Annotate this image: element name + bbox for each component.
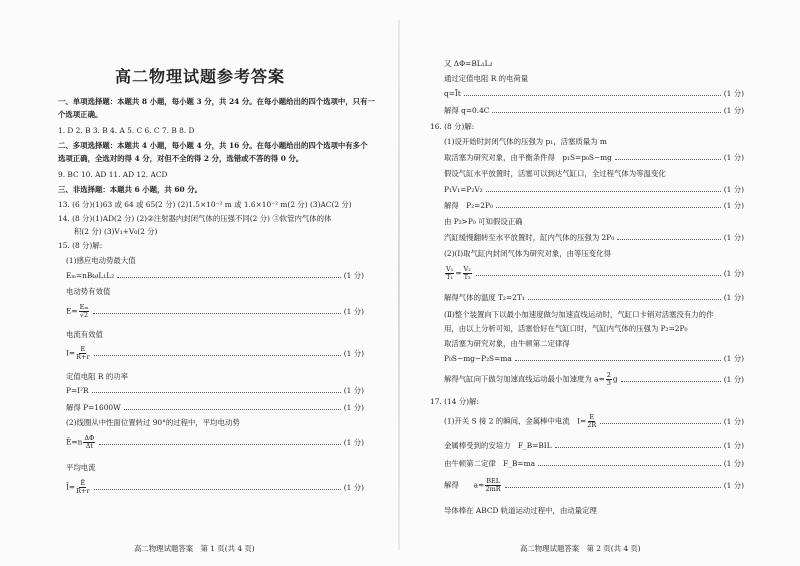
step-average-emf: (2)线圈从中性面位置转过 90°的过程中，平均电动势 <box>66 418 240 427</box>
formula-row <box>444 474 744 496</box>
points: (1 分) <box>343 386 364 395</box>
result-power: 解得 P=1600W <box>66 403 121 412</box>
formula-newton-2: 由牛顿第二定律 F_B=ma <box>444 459 535 468</box>
step-average-current: 平均电流 <box>66 463 96 472</box>
formula-charge: q=Īt <box>444 89 461 98</box>
page-footer: 高二物理试题答案 第 1 页(共 4 页) <box>134 544 255 553</box>
points: (1 分) <box>723 153 744 162</box>
line-horizontal-pressure: 汽缸缓慢翻转至水平放置时，缸内气体的压强为 2P₀ <box>444 233 615 242</box>
points: (1 分) <box>723 89 744 98</box>
line-part-2-cont: 用，由以上分析可知，活塞恰好在气缸口时，气缸内气体的压强为 P₂=2P₀ <box>444 324 688 333</box>
formula-row <box>444 233 744 242</box>
section-2-heading-cont: 选项正确，全选对的得 4 分，对但不全的得 2 分，选错或不答的得 0 分。 <box>58 154 304 163</box>
formula-emax: Eₘ=nBωL₁L₂ <box>66 271 115 280</box>
page-footer: 高二物理试题答案 第 2 页(共 4 页) <box>520 544 641 553</box>
points: (1 分) <box>723 416 744 426</box>
line-q16-setup: (1)设开始时封闭气体的压强为 p₁，活塞质量为 m <box>444 137 607 146</box>
points: (1 分) <box>343 482 364 492</box>
line-isobaric: (2)(Ⅰ)取气缸内封闭气体为研究对象，由等压变化得 <box>444 249 611 258</box>
points: (1 分) <box>723 106 744 115</box>
formula-row <box>444 185 744 194</box>
q15-heading: 15. (8 分)解: <box>58 241 103 250</box>
formula-equilibrium: 取活塞为研究对象，由平衡条件得 p₁S=p₀S−mg <box>444 153 612 162</box>
formula-row <box>66 271 364 280</box>
formula-row <box>66 342 364 364</box>
points: (1 分) <box>723 293 744 302</box>
formula-row <box>66 431 364 453</box>
formula-current: I= $\frac{E}{R+r}$ <box>66 344 90 361</box>
line-assumption: 假设气缸水平放置时，活塞可以到达气缸口，全过程气体为等温变化 <box>444 169 666 178</box>
formula-row <box>444 354 744 363</box>
formula-row <box>66 300 364 322</box>
formula-row <box>444 201 744 210</box>
formula-ampere-force: 金属棒受到的安培力 F_B=BIL <box>444 441 552 450</box>
q13-answer: 13. (6 分)(1)63 或 64 或 65(2 分) (2)1.5×10⁻² m 或 1.6×10⁻² m(2 分) (3)AC(2 分) <box>58 200 352 209</box>
page-title: 高二物理试题参考答案 <box>114 67 285 86</box>
formula-isobaric: $\frac{\text{V₁}}{\text{T₁}}$ = $\frac{\text{V₂}}{\text{T₂}}$ <box>446 264 471 281</box>
section-1-heading: 一、单项选择题：本题共 8 小题，每小题 3 分，共 24 分。在每小题给出的四个选项中，只有一 <box>58 97 375 106</box>
formula-row <box>444 106 744 115</box>
q14-answer: 14. (8 分)(1)AD(2 分) (2)②注射器内封闭气体的压强不同(2 分) ③软管内气体的体 <box>58 214 332 223</box>
points: (1 分) <box>343 306 364 316</box>
result-temperature: 解得气体的温度 T₂=2T₁ <box>444 293 525 302</box>
result-charge: 解得 q=0.4C <box>444 106 490 115</box>
line-verify: 由 P₂>P₀ 可知假设正确 <box>444 217 523 226</box>
points: (1 分) <box>343 403 364 412</box>
formula-power: P=I²R <box>66 386 89 395</box>
formula-row <box>444 459 744 468</box>
line-delta-phi: 又 ΔΦ=BL₁L₂ <box>444 59 493 68</box>
points: (1 分) <box>723 441 744 450</box>
q17-heading: 17. (14 分)解: <box>430 397 479 406</box>
q16-heading: 16. (8 分)解: <box>430 122 475 131</box>
formula-row <box>66 386 364 395</box>
points: (1 分) <box>723 354 744 363</box>
section-1-answers: 1. D 2. B 3. B 4. A 5. C 6. C 7. B 8. D <box>58 126 195 135</box>
formula-newton: P₀S−mg−P₂S=ma <box>444 354 512 363</box>
points: (1 分) <box>723 233 744 242</box>
formula-current-rod: (1)开关 S 接 2 的瞬间，金属棒中电流 I= $\frac{E}{2R}$ <box>444 412 597 429</box>
line-part-2: (Ⅱ)整个装置向下以最小加速度做匀加速直线运动时，气缸口卡销对活塞没有力的作 <box>444 310 714 319</box>
formula-row <box>444 293 744 302</box>
points: (1 分) <box>723 201 744 210</box>
points: (1 分) <box>343 348 364 358</box>
section-2-heading: 二、多项选择题：本题共 4 小题，每小题 4 分，共 16 分。在每小题给出的四个选项中有多个 <box>58 141 368 150</box>
points: (1 分) <box>723 374 744 384</box>
result-min-acceleration: 解得气缸向下做匀加速直线运动最小加速度为 a= $\frac{2}{3}$ g <box>444 370 618 387</box>
line-newton: 取活塞为研究对象，由牛顿第二定律得 <box>444 339 570 348</box>
section-2-answers: 9. BC 10. AD 11. AD 12. ACD <box>58 170 168 179</box>
formula-row <box>444 368 744 390</box>
step-emf-max: (1)感应电动势最大值 <box>66 256 136 265</box>
section-3-heading: 三、非选择题：本题共 6 小题，共 60 分。 <box>58 185 202 194</box>
points: (1 分) <box>723 459 744 468</box>
formula-row <box>444 153 744 162</box>
step-emf-effective: 电动势有效值 <box>66 287 111 296</box>
points: (1 分) <box>723 185 744 194</box>
line-momentum: 导体棒在 ABCD 轨道运动过程中，由动量定理 <box>444 506 597 515</box>
points: (1 分) <box>723 480 744 490</box>
points: (1 分) <box>343 271 364 280</box>
formula-row <box>444 262 744 284</box>
formula-row <box>444 410 744 432</box>
points: (1 分) <box>723 268 744 278</box>
formula-row <box>66 403 364 412</box>
section-1-heading-cont: 个选项正确。 <box>58 110 103 119</box>
formula-average-current: Ī= $\frac{Ē}{R+r}$ <box>66 478 90 495</box>
formula-e-effective: E= $\frac{\text{Eₘ}}{√2}$ <box>66 302 89 319</box>
formula-row <box>444 89 744 98</box>
formula-average-emf: Ē=n $\frac{\Delta\Phi}{\Delta t}$ <box>66 433 95 450</box>
step-power: 定值电阻 R 的功率 <box>66 372 128 381</box>
step-current-effective: 电流有效值 <box>66 330 103 339</box>
formula-row <box>444 441 744 450</box>
q14-answer-cont: 积(2 分) (3)V₁+V₀(2 分) <box>74 227 158 236</box>
formula-isothermal: P₁V₁=P₂V₂ <box>444 185 483 194</box>
result-p2: 解得 P₂=2P₀ <box>444 201 493 210</box>
result-acceleration: 解得 a= $\frac{\text{BEL}}{2mR}$ <box>444 476 501 493</box>
line-charge-text: 通过定值电阻 R 的电荷量 <box>444 74 529 83</box>
formula-row <box>66 476 364 498</box>
page-2 <box>400 0 800 566</box>
points: (1 分) <box>343 437 364 447</box>
